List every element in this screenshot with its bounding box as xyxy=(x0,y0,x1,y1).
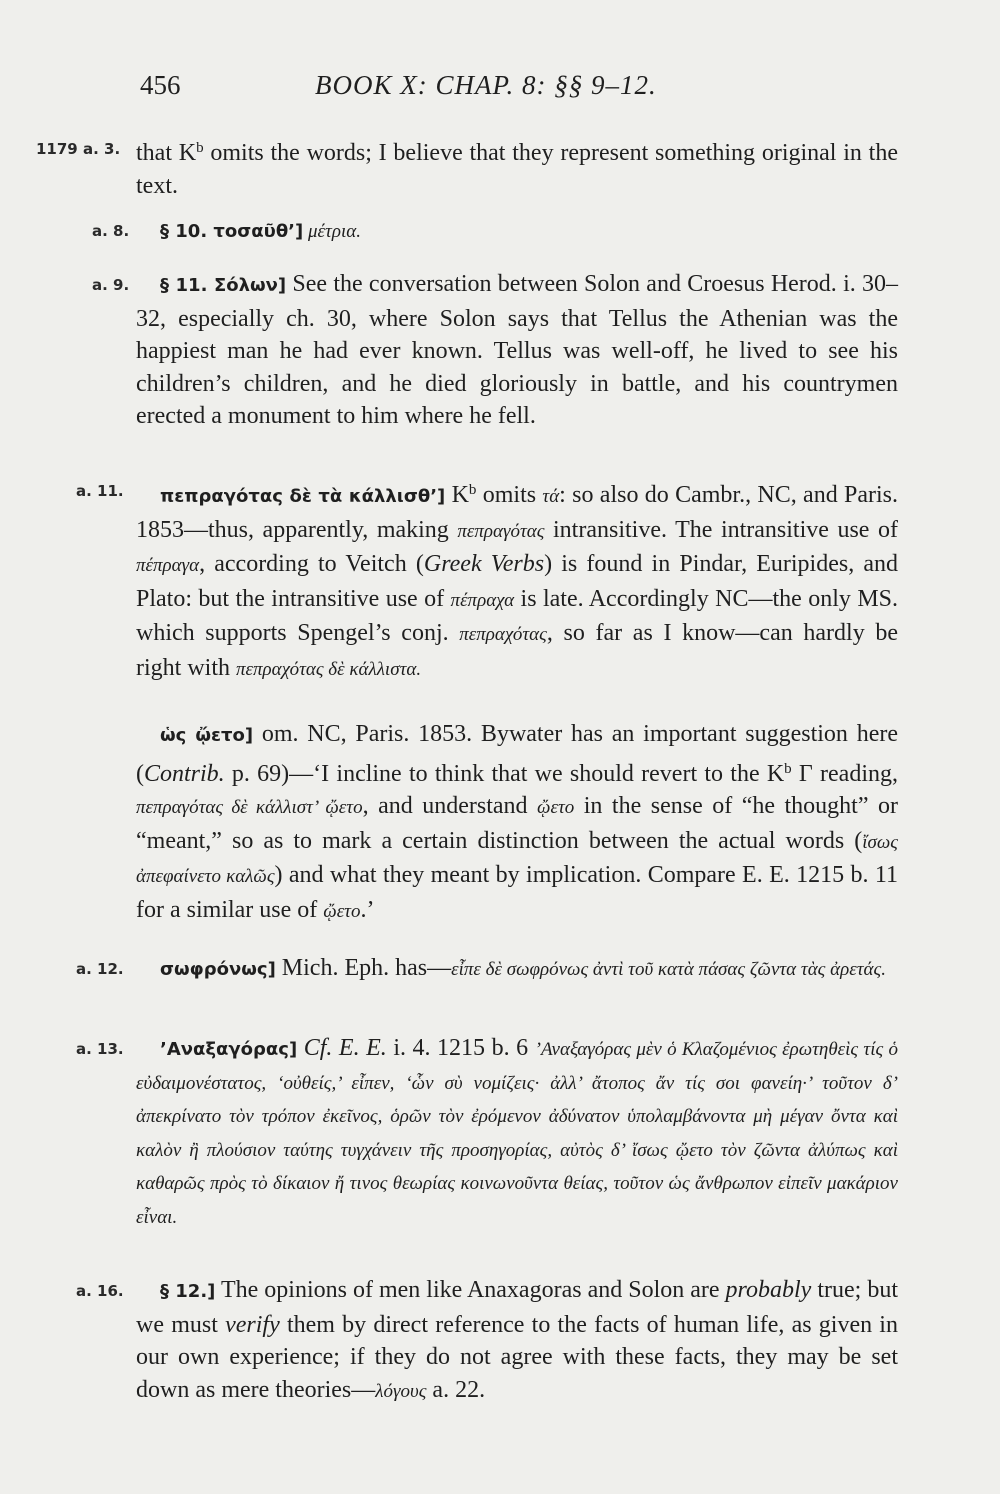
lemma: § 10. τοσαῦθ’] xyxy=(160,221,304,242)
lemma: § 11. Σόλων] xyxy=(160,275,287,296)
page-header xyxy=(140,70,760,110)
note-text: σωφρόνως] Mich. Eph. has—εἶπε δὲ σωφρόνως ἀντὶ τοῦ κατὰ πάσας ζῶντα τὰς ἀρετάς. xyxy=(160,955,886,981)
lemma: πεπραγότας δὲ τὰ κάλλισθ’] xyxy=(160,486,446,507)
line-reference: 1179 a. 3. xyxy=(36,140,121,158)
lemma: ὡς ᾤετο] xyxy=(160,725,254,746)
line-reference: a. 9. xyxy=(92,276,130,294)
note-text: § 10. τοσαῦθ’] μέτρια. xyxy=(160,221,361,242)
note-text: ὡς ᾤετο] om. NC, Paris. 1853. Bywater has an important suggestion here (Contrib. p. 69)—‘I incline to think that we should revert to the $K^b$ Γ reading, πεπραγότας δὲ κάλλιστ’ ᾤετο, and understand ᾤετο in the sense of “he thought” or “meant,” so as to mark a certain distinction between the actual words (ἴσως ἀπεφαίνετο καλῶς) and what they meant by implication. Compare E. E. 1215 b. 11 for a similar use of ᾤετο.’ xyxy=(136,721,899,923)
note-text: § 12.] The opinions of men like Anaxagoras and Solon are probably true; but we must verify them by direct reference to the facts of human life, as given in our own experience; if they do not agree with these facts, they may be set down as mere theories—λόγους a. 22. xyxy=(136,1277,898,1403)
page-number: 456 xyxy=(140,70,181,100)
note-text: πεπραγότας δὲ τὰ κάλλισθ’] $K^b$ omits τά: so also do Cambr., NC, and Paris. 1853—thus, apparently, making πεπραγότας intransitive. The intransitive use of πέπραγα, according to Veitch (Greek Verbs) is found in Pindar, Euripides, and Plato: but the intransitive use of πέπραχα is late. Accordingly NC—the only MS. which supports Spengel’s conj. πεπραχότας, so far as I know—can hardly be right with πεπραχότας δὲ κάλλιστα. xyxy=(136,482,899,681)
lemma: § 12.] xyxy=(160,1281,216,1302)
line-reference: a. 11. xyxy=(76,482,124,500)
line-reference: a. 12. xyxy=(76,960,124,978)
note-text: § 11. Σόλων] See the conversation between Solon and Croesus Herod. i. 30–32, especially ch. 30, where Solon says that Tellus the Athenian was the happiest man he had ever known. Tellus was well-off, he lived to see his children’s children, and he died gloriously in battle, and his countrymen erected a monument to him where he fell. xyxy=(136,271,898,430)
lemma: σωφρόνως] xyxy=(160,959,276,980)
note-text: that $K^b$ omits the words; I believe that they represent something original in the text. xyxy=(136,140,898,199)
note-text: ’Αναξαγόρας] Cf. E. E. i. 4. 1215 b. 6 ’Αναξαγόρας μὲν ὁ Κλαζομένιος ἐρωτηθεὶς τίς ὁ εὐδαιμονέστατος, ‘οὐθείς,’ εἶπεν, ‘ὧν σὺ νομίζεις· ἀλλ’ ἄτοπος ἄν τίς σοι φανείη·’ τοῦτον δ’ ἀπεκρίνατο τὸν τρόπον ἐκεῖνος, ὁρῶν τὸν ἐρόμενον ἀδύνατον ὑπολαμβάνοντα μὴ μέγαν ὄντα καὶ καλὸν ἢ πλούσιον ταύτης τυγχάνειν τῆς προσηγορίας, αὐτὸς δ’ ἴσως ᾤετο τὸν ζῶντα ἀλύπως καὶ καθαρῶς πρὸς τὸ δίκαιον ἤ τινος θεωρίας κοινωνοῦντα θείας, τοῦτον ὡς ἄνθρωπον εἰπεῖν μακάριον εἶναι. xyxy=(136,1035,899,1228)
lemma: ’Αναξαγόρας] xyxy=(160,1039,298,1060)
line-reference: a. 16. xyxy=(76,1282,124,1300)
running-head: BOOK X: CHAP. 8: §§ 9–12. xyxy=(315,70,657,100)
line-reference: a. 13. xyxy=(76,1040,124,1058)
line-reference: a. 8. xyxy=(92,222,130,240)
